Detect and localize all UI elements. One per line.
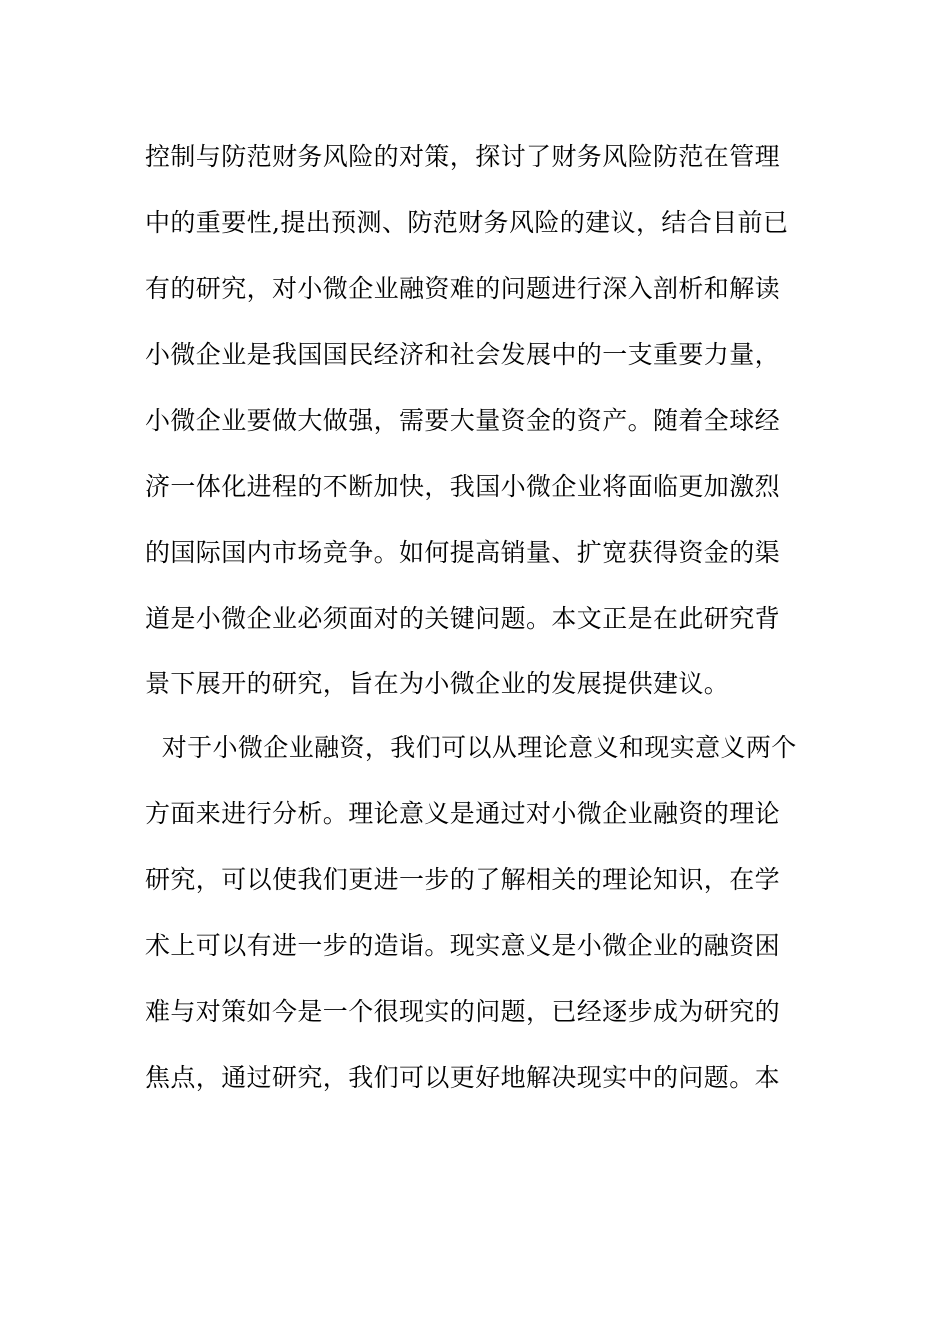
body-text	[145, 124, 810, 1111]
text-line: 有的研究，对小微企业融资难的问题进行深入剖析和解读	[145, 274, 781, 303]
paragraph-start-line: 对于小微企业融资，我们可以从理论意义和现实意义两个	[145, 733, 797, 762]
text-line: 中的重要性,提出预测、防范财务风险的建议，结合目前已	[145, 208, 789, 237]
text-line: 小微企业是我国国民经济和社会发展中的一支重要力量，	[145, 340, 781, 369]
text-line: 研究，可以使我们更进一步的了解相关的理论知识，在学	[145, 865, 781, 894]
text-line: 景下展开的研究，旨在为小微企业的发展提供建议。	[145, 669, 730, 698]
text-line: 济一体化进程的不断加快，我国小微企业将面临更加激烈	[145, 472, 781, 501]
text-line: 术上可以有进一步的造诣。现实意义是小微企业的融资困	[145, 931, 781, 960]
text-line: 焦点，通过研究，我们可以更好地解决现实中的问题。本	[145, 1063, 781, 1092]
text-line: 控制与防范财务风险的对策，探讨了财务风险防范在管理	[145, 142, 781, 171]
text-line: 小微企业要做大做强，需要大量资金的资产。随着全球经	[145, 406, 781, 435]
text-line: 方面来进行分析。理论意义是通过对小微企业融资的理论	[145, 799, 781, 828]
text-line: 道是小微企业必须面对的关键问题。本文正是在此研究背	[145, 604, 781, 633]
text-line: 的国际国内市场竞争。如何提高销量、扩宽获得资金的渠	[145, 538, 781, 567]
text-line: 难与对策如今是一个很现实的问题，已经逐步成为研究的	[145, 997, 781, 1026]
